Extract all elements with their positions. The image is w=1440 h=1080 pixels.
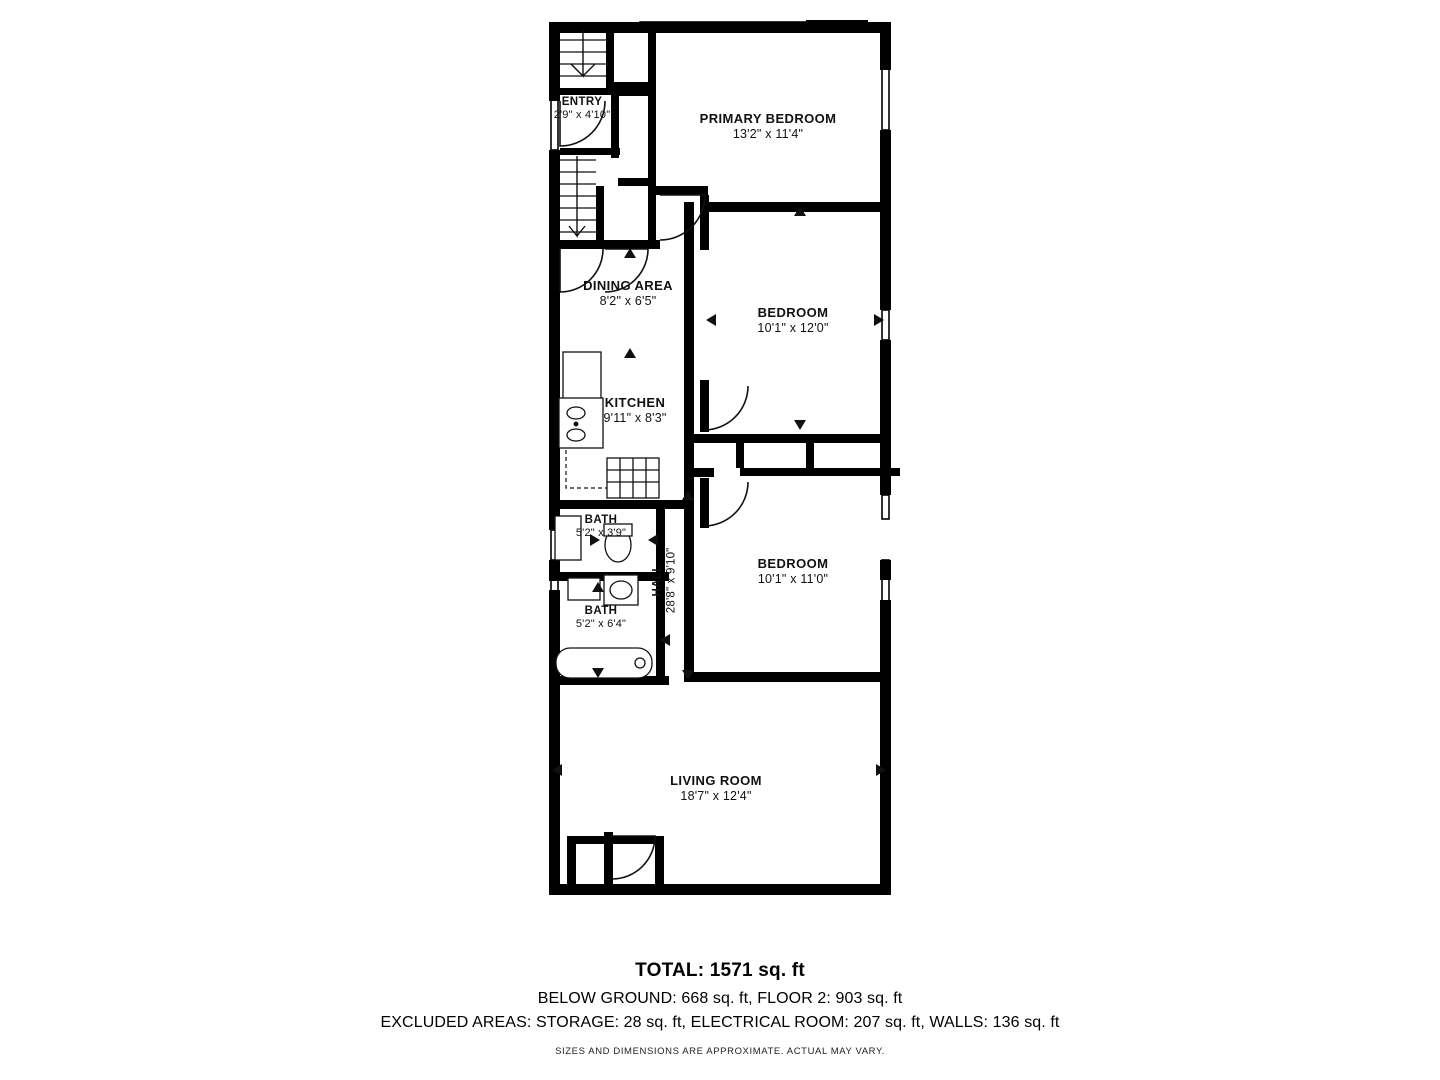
kitchen-fixtures xyxy=(559,352,659,498)
room-dimensions: 28'8" x 9'10" xyxy=(666,547,678,614)
interior-walls xyxy=(549,30,900,886)
room-dimensions: 10'1" x 12'0" xyxy=(757,321,829,336)
room-name: BATH xyxy=(584,514,618,526)
room-dimensions: 18'7" x 12'4" xyxy=(680,789,752,804)
room-dimensions: 9'11" x 8'3" xyxy=(603,411,667,426)
bath-fixtures xyxy=(555,516,652,678)
room-name: BEDROOM xyxy=(757,305,829,320)
total-area: TOTAL: 1571 sq. ft xyxy=(635,960,805,981)
room-dimensions: 8'2" x 6'5" xyxy=(599,294,657,309)
room-dimensions: 5'2" x 3'9" xyxy=(575,527,627,540)
area-summary xyxy=(0,960,1440,1057)
dimension-arrows xyxy=(552,206,886,776)
room-dimensions: 2'9" x 4'10" xyxy=(553,109,611,122)
room-dimensions: 13'2" x 11'4" xyxy=(732,127,804,142)
room-name: BATH xyxy=(584,605,618,617)
room-name: DINING AREA xyxy=(583,278,673,293)
room-dimensions: 5'2" x 6'4" xyxy=(575,618,627,631)
room-name: BEDROOM xyxy=(757,556,829,571)
room-name: KITCHEN xyxy=(604,395,666,410)
excluded-areas: EXCLUDED AREAS: STORAGE: 28 sq. ft, ELECTRICAL ROOM: 207 sq. ft, WALLS: 136 sq. ft xyxy=(380,1014,1060,1031)
room-name: LIVING ROOM xyxy=(670,773,762,788)
room-dimensions: 10'1" x 11'0" xyxy=(757,572,829,587)
area-breakdown: BELOW GROUND: 668 sq. ft, FLOOR 2: 903 sq. ft xyxy=(537,990,903,1007)
room-name: PRIMARY BEDROOM xyxy=(699,111,837,126)
disclaimer-text: SIZES AND DIMENSIONS ARE APPROXIMATE. ACTUAL MAY VARY. xyxy=(555,1046,885,1057)
room-name: HALL xyxy=(651,564,664,597)
room-name: ENTRY xyxy=(561,96,603,108)
